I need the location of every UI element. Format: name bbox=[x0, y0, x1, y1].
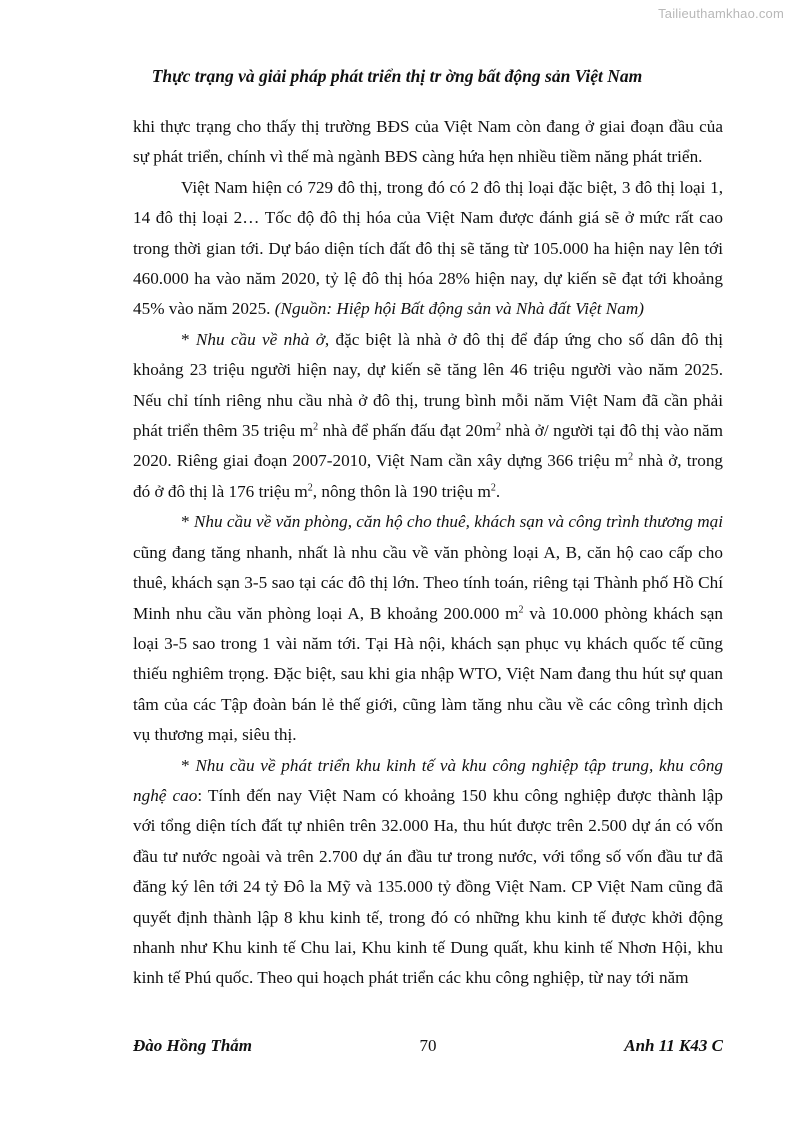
footer-author: Đào Hồng Thắm bbox=[133, 1036, 253, 1055]
bullet-star: * bbox=[181, 755, 196, 775]
bullet-star: * bbox=[181, 512, 194, 532]
office-demand-title: Nhu cầu về văn phòng, căn hộ cho thuê, khách sạn và công trình thương mại bbox=[193, 512, 724, 532]
watermark: Tailieuthamkhao.com bbox=[658, 6, 784, 21]
text-segment: , nông thôn là 190 triệu m bbox=[312, 481, 491, 501]
footer-class-code: Anh 11 K43 C bbox=[624, 1036, 723, 1055]
text-segment: nhà ở, trong đó ở đô thị là 176 triệu m bbox=[133, 451, 724, 501]
bullet-star: * bbox=[181, 329, 196, 349]
text-segment: và 10.000 phòng khách sạn loại 3-5 sao trong 1 vài năm tới. Tại Hà nội, khách sạn phục vụ khách quốc tế cũng thiếu nghiêm trọng. Đặc biệt, sau khi gia nhập WTO, Việt Nam đang thu hút sự quan tâm của các Tập đoàn bán lẻ thế giới, cũng làm tăng nhu cầu về các công trình dịch vụ thương mại, siêu thị. bbox=[133, 603, 723, 745]
page-header-title: Thực trạng và giải pháp phát triển thị tr ờng bất động sản Việt Nam bbox=[151, 66, 643, 86]
superscript: 2 bbox=[628, 451, 634, 463]
industrial-demand-title: Nhu cầu về phát triển khu kinh tế và khu công nghiệp tập trung, khu công nghệ cao bbox=[133, 755, 724, 805]
text-segment: : Tính đến nay Việt Nam có khoảng 150 khu công nghiệp được thành lập với tổng diện tích đất tự nhiên trên 32.000 Ha, thu hút được trên 2.500 dự án có vốn đầu tư nước ngoài và trên 2.700 dự án đầu tư trong nước, với tổng số vốn đầu tư đã đăng ký lên tới 24 tỷ Đô la Mỹ và 135.000 tỷ đồng Việt Nam. CP Việt Nam cũng đã quyết định thành lập 8 khu kinh tế, trong đó có những khu kinh tế được khởi động nhanh như Khu kinh tế Chu lai, Khu kinh tế Dung quất, khu kinh tế Nhơn Hội, khu kinh tế Phú quốc. Theo qui hoạch phát triển các khu công nghiệp, từ nay tới năm bbox=[133, 785, 723, 988]
superscript: 2 bbox=[490, 482, 496, 494]
text-segment: nhà để phấn đấu đạt 20m bbox=[318, 421, 496, 441]
text-segment: cũng đang tăng nhanh, nhất là nhu cầu về văn phòng loại A, B, căn hộ cao cấp cho thuê, khách sạn 3-5 sao tại các đô thị lớn. Theo tính toán, riêng tại Thành phố Hồ Chí Minh nhu cầu văn phòng loại A, B khoảng 200.000 m bbox=[133, 542, 723, 623]
paragraph-1: khi thực trạng cho thấy thị trường BĐS của Việt Nam còn đang ở giai đoạn đầu của sự phát triển, chính vì thế mà ngành BĐS càng hứa hẹn nhiều tiềm năng phát triển. bbox=[133, 117, 723, 167]
housing-demand-title: Nhu cầu về nhà ở bbox=[195, 329, 325, 349]
superscript: 2 bbox=[495, 421, 501, 433]
paragraph-2 bbox=[133, 173, 723, 325]
paragraph-2-text: Việt Nam hiện có 729 đô thị, trong đó có 2 đô thị loại đặc biệt, 3 đô thị loại 1, 14 đô thị loại 2… Tốc độ đô thị hóa của Việt Nam được đánh giá sẽ ở mức rất cao trong thời gian tới. Dự báo diện tích đất đô thị sẽ tăng từ 105.000 ha hiện nay lên tới 460.000 ha vào năm 2020, tỷ lệ đô thị hóa 28% hiện nay, dự kiến sẽ đạt tới khoảng 45% vào năm 2025. bbox=[133, 177, 723, 319]
superscript: 2 bbox=[313, 421, 319, 433]
paragraph-office-demand bbox=[133, 507, 723, 750]
text-segment: . bbox=[495, 481, 501, 501]
text-segment: , đặc biệt là nhà ở đô thị để đáp ứng cho số dân đô thị khoảng 23 triệu người hiện nay, dự kiến sẽ tăng lên 46 triệu người vào năm 2025. Nếu chỉ tính riêng nhu cầu nhà ở đô thị, trung bình mỗi năm Việt Nam đã cần phải phát triển thêm 35 triệu m bbox=[133, 329, 723, 441]
superscript: 2 bbox=[307, 482, 313, 494]
text-segment: nhà ở/ người tại đô thị vào năm 2020. Riêng giai đoạn 2007-2010, Việt Nam cần xây dựng 366 triệu m bbox=[133, 421, 723, 471]
paragraph-housing-demand bbox=[133, 325, 723, 507]
footer-page-number: 70 bbox=[419, 1036, 437, 1055]
paragraph-industrial-demand bbox=[133, 751, 723, 994]
page-footer bbox=[133, 1036, 723, 1060]
superscript: 2 bbox=[518, 603, 524, 615]
source-citation: (Nguồn: Hiệp hội Bất động sản và Nhà đất Việt Nam) bbox=[274, 299, 644, 319]
document-body bbox=[133, 112, 723, 994]
